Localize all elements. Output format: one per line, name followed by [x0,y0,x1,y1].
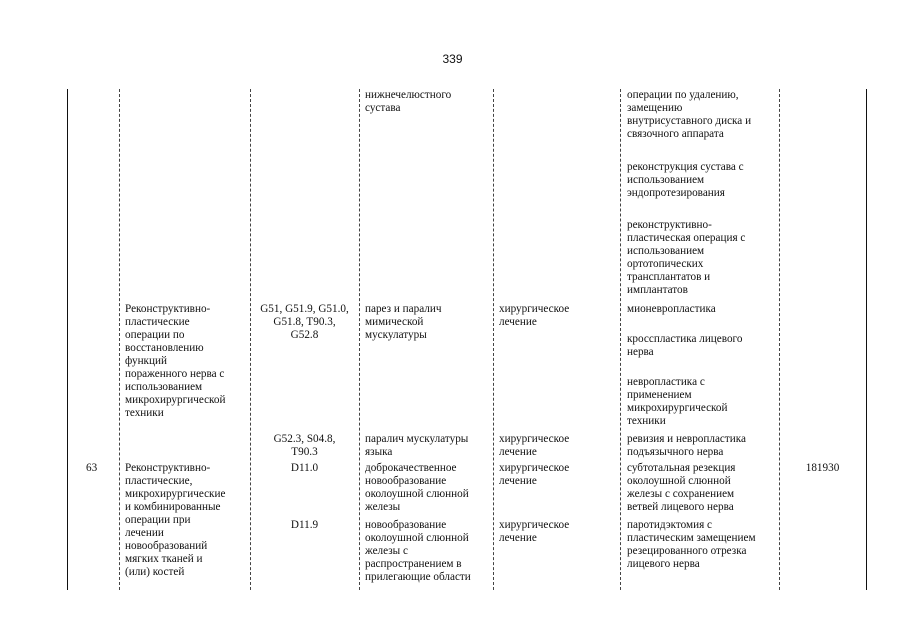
operation-group-nerve-restoration: Реконструктивно- пластические операции по восстановлению функций пораженного нерва с использованием микрохирургической техники [125,303,226,419]
icd-codes: D11.0 [290,462,319,474]
diagnosis-continuation: нижнечелюстного сустава [365,89,452,114]
treatment-type: хирургическое лечение [499,462,570,487]
diagnosis: новообразование околоушной слюнной железы с распространением в прилегающие области [365,519,471,583]
diagnosis: доброкачественное новообразование околоушной слюнной железы [365,462,469,513]
treatment-type: хирургическое лечение [499,433,570,458]
treatment-method: мионевропластика [627,303,716,315]
icd-codes: G51, G51.9, G51.0, G51.8, T90.3, G52.8 [260,303,349,341]
treatment-type: хирургическое лечение [499,303,570,328]
treatment-method: невропластика с применением микрохирургической техники [627,376,728,427]
treatment-method: паротидэктомия с пластическим замещением резецированного отрезка лицевого нерва [627,519,756,570]
treatment-method: субтотальная резекция околоушной слюнной железы с сохранением ветвей лицевого нерва [627,462,736,513]
table-border-right [866,89,867,590]
row-number: 63 [86,462,98,474]
column-divider [620,89,621,590]
column-divider [779,89,780,590]
diagnosis: парез и паралич мимической мускулатуры [365,303,442,341]
treatment-method: реконструкция сустава с использованием эндопротезирования [627,161,744,199]
page-number: 339 [442,52,463,66]
treatment-type: хирургическое лечение [499,519,570,544]
icd-codes: G52.3, S04.8, T90.3 [273,433,336,458]
cost-value: 181930 [805,462,840,474]
column-divider [493,89,494,590]
column-divider [359,89,360,590]
icd-codes: D11.9 [290,519,319,531]
treatment-method: кросспластика лицевого нерва [627,333,743,358]
treatment-method: реконструктивно- пластическая операция с использованием ортотопических трансплантатов и имплантатов [627,219,746,296]
column-divider [119,89,120,590]
treatment-method: операции по удалению, замещению внутрисуставного диска и связочного аппарата [627,89,752,140]
table-border-left [67,89,68,590]
diagnosis: паралич мускулатуры языка [365,433,469,458]
operation-group-neoplasms: Реконструктивно- пластические, микрохирургические и комбинированные операции при лечении новообразований мягких тканей и (или) костей [125,462,226,578]
treatment-method: ревизия и невропластика подъязычного нерва [627,433,746,458]
